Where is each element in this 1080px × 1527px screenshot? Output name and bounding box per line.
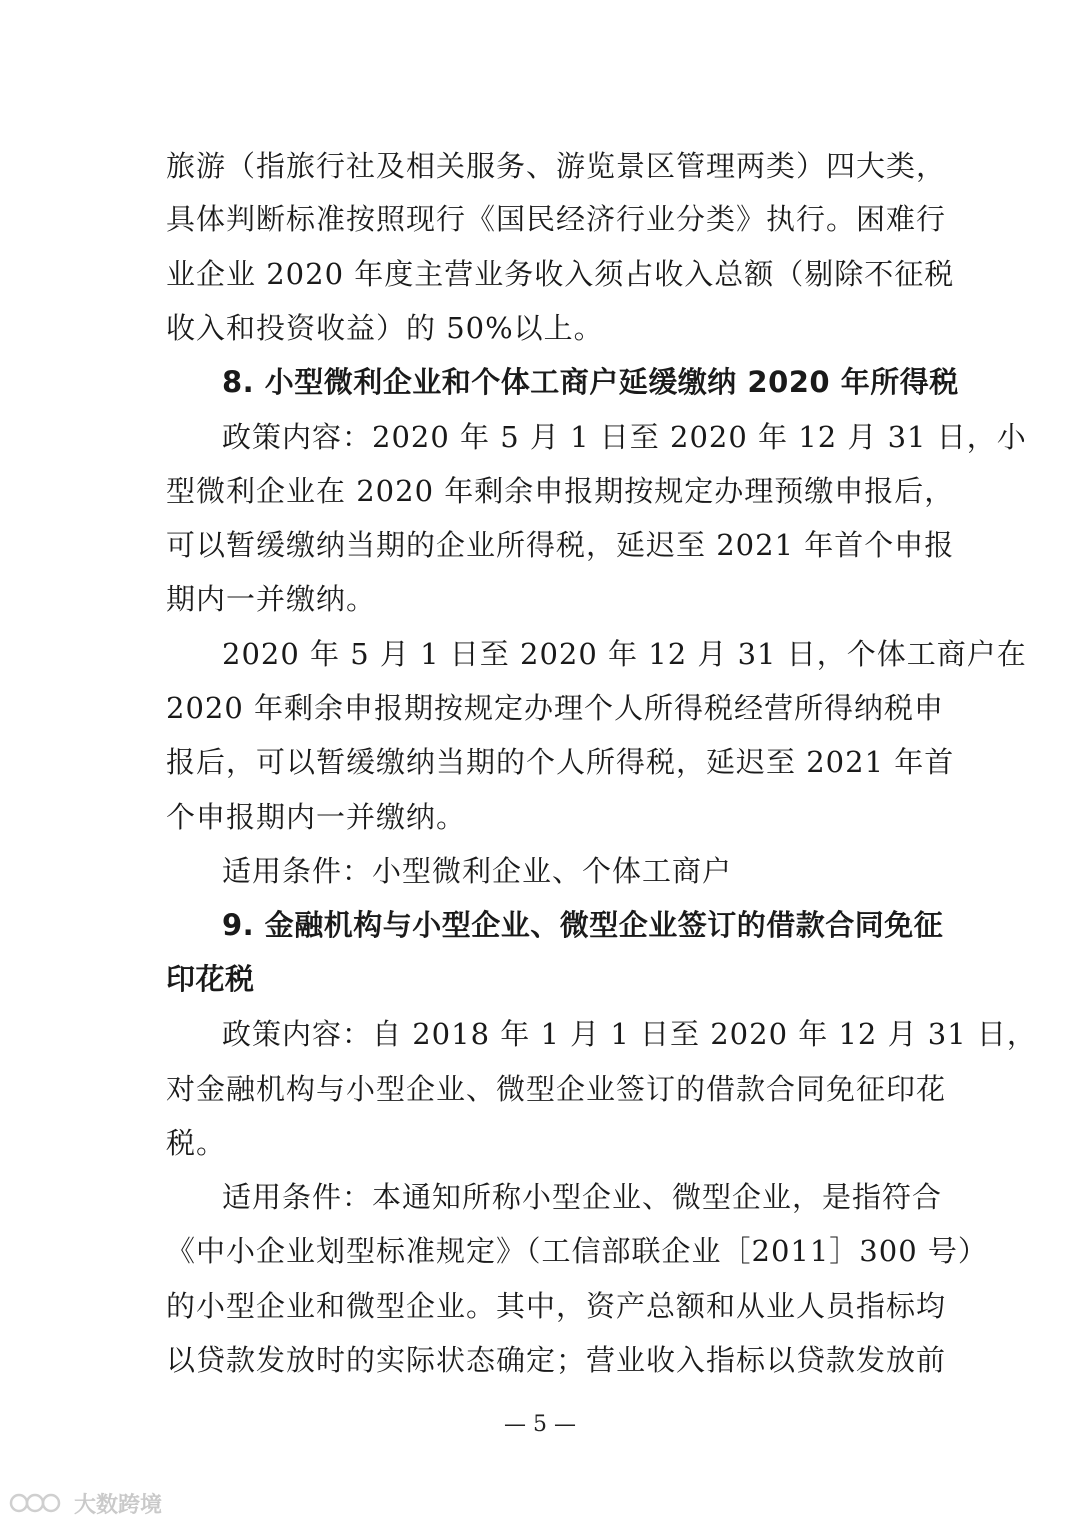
watermark — [8, 1487, 162, 1519]
text-line: 2020 年剩余申报期按规定办理个人所得税经营所得纳税申 — [166, 691, 945, 725]
text-line: 对金融机构与小型企业、微型企业签订的借款合同免征印花 — [166, 1072, 947, 1106]
text-line: 收入和投资收益）的 50%以上。 — [166, 311, 604, 345]
text-line: 《中小企业划型标准规定》（工信部联企业［2011］300 号） — [166, 1234, 988, 1268]
text-line: 适用条件：本通知所称小型企业、微型企业，是指符合 — [222, 1180, 943, 1214]
text-line: 的小型企业和微型企业。其中，资产总额和从业人员指标均 — [166, 1289, 947, 1323]
text-line: 2020 年 5 月 1 日至 2020 年 12 月 31 日，个体工商户在 — [222, 637, 1027, 671]
text-line: 个申报期内一并缴纳。 — [166, 800, 467, 834]
text-line: 具体判断标准按照现行《国民经济行业分类》执行。困难行 — [166, 202, 947, 236]
text-line: 旅游（指旅行社及相关服务、游览景区管理两类）四大类， — [166, 149, 947, 183]
section-heading: 8. 小型微利企业和个体工商户延缓缴纳 2020 年所得税 — [222, 365, 959, 399]
watermark-text: 大数跨境 — [74, 1492, 163, 1518]
text-line: 政策内容：自 2018 年 1 月 1 日至 2020 年 12 月 31 日， — [222, 1017, 1037, 1051]
section-heading-continued: 印花税 — [166, 962, 255, 996]
section-heading: 9. 金融机构与小型企业、微型企业签订的借款合同免征 — [222, 908, 944, 942]
watermark-logo-icon — [8, 1489, 68, 1517]
text-line: 业企业 2020 年度主营业务收入须占收入总额（剔除不征税 — [166, 257, 955, 291]
text-line: 以贷款发放时的实际状态确定；营业收入指标以贷款发放前 — [166, 1343, 947, 1377]
text-line: 税。 — [166, 1126, 227, 1160]
text-line: 可以暂缓缴纳当期的企业所得税，延迟至 2021 年首个申报 — [166, 528, 955, 562]
text-line: 型微利企业在 2020 年剩余申报期按规定办理预缴申报后， — [166, 474, 955, 508]
text-line: 适用条件：小型微利企业、个体工商户 — [222, 854, 733, 888]
page-number: — 5 — — [504, 1412, 576, 1437]
text-line: 报后，可以暂缓缴纳当期的个人所得税，延迟至 2021 年首 — [166, 745, 955, 779]
text-line: 期内一并缴纳。 — [166, 582, 377, 616]
text-line: 政策内容：2020 年 5 月 1 日至 2020 年 12 月 31 日，小 — [222, 420, 1027, 454]
